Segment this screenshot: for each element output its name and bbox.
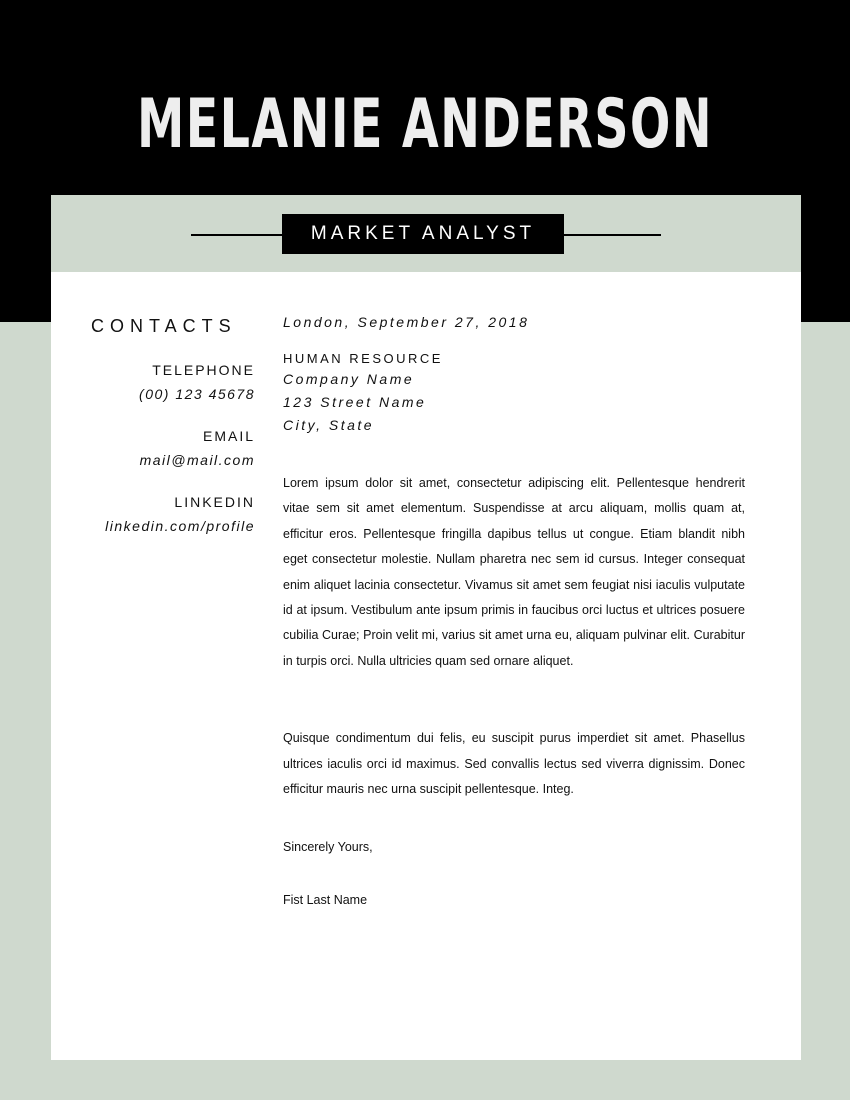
- title-band: [51, 195, 801, 272]
- recipient-street: 123 Street Name: [283, 394, 427, 410]
- email-label: EMAIL: [202, 428, 255, 444]
- body-paragraph: Quisque condimentum dui felis, eu suscipit purus imperdiet sit amet. Phasellus ultrices iaculis orci id maximus. Sed convallis lectus sed viverra dignissim. Donec efficitur mauris nec urna suscipit pellentesque. Integ.: [283, 731, 745, 797]
- letter-body: [283, 312, 745, 910]
- telephone-value: (00) 123 45678: [139, 386, 255, 402]
- recipient-city: City, State: [283, 417, 375, 433]
- contacts-heading: CONTACTS: [91, 316, 237, 336]
- linkedin-label: LINKEDIN: [174, 494, 255, 510]
- body-paragraph: Lorem ipsum dolor sit amet, consectetur adipiscing elit. Pellentesque hendrerit vitae sem sit amet elementum. Suspendisse at arcu aliquam, mollis quam at, efficitur eros. Pellentesque fringilla dapibus tellus ut congue. Etiam blandit nibh eget consectetur molestie. Nullam pharetra nec sem id cursus. Integer consequat enim aliquet lacinia consectetur. Vivamus sit amet sem feugiat nisi iaculis vulputate id at ipsum. Vestibulum ante ipsum primis in faucibus orci luctus et ultrices posuere cubilia Curae; Proin velit mi, varius sit amet urna eu, aliquam pulvinar elit. Curabitur in turpis orci. Nulla ultricies quam sed ornare aliquet.: [283, 476, 745, 668]
- linkedin-value[interactable]: linkedin.com/profile: [105, 518, 255, 534]
- job-title-badge: MARKET ANALYST: [282, 214, 564, 254]
- email-value[interactable]: mail@mail.com: [139, 452, 255, 468]
- contacts-column: [91, 315, 255, 535]
- letter-date: London, September 27, 2018: [283, 314, 530, 330]
- closing-line: Sincerely Yours,: [283, 840, 373, 855]
- letter-sheet: [51, 195, 801, 1060]
- recipient-department: HUMAN RESOURCE: [283, 351, 443, 366]
- recipient-company: Company Name: [283, 371, 415, 387]
- signature-name: Fist Last Name: [283, 893, 368, 908]
- telephone-label: TELEPHONE: [152, 362, 255, 378]
- applicant-name: MELANIE ANDERSON: [136, 85, 714, 164]
